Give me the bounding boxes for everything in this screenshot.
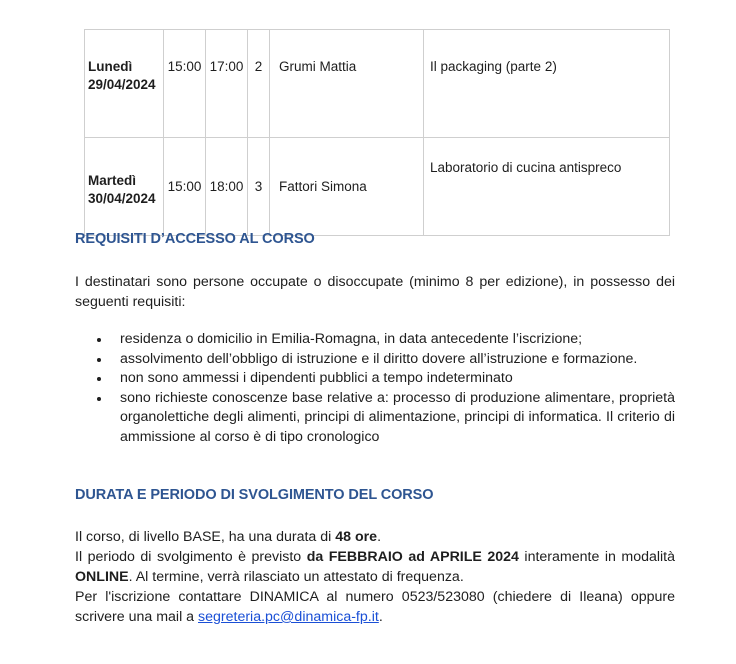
bullet-icon xyxy=(97,377,101,381)
schedule-table xyxy=(84,29,670,236)
bullet-icon xyxy=(97,358,101,362)
day-name: Lunedì xyxy=(88,59,133,74)
duration-line: Il corso, di livello BASE, ha una durata di 48 ore. xyxy=(75,529,382,545)
list-item: sono richieste conoscenze base relative a: processo di produzione alimentare, proprietà organolettiche degli alimenti, principi di alimentazione, principi di informatica. Il criterio di ammissione al corso è di tipo cronologico xyxy=(95,389,675,448)
topic-cell: Laboratorio di cucina antispreco xyxy=(424,138,670,236)
contact-line: Per l'iscrizione contattare DINAMICA al numero 0523/523080 (chiedere di Ileana) oppure scrivere una mail a segreteria.pc@dinamica-fp.it. xyxy=(75,589,675,625)
teacher-cell: Fattori Simona xyxy=(270,138,424,236)
day-name: Martedì xyxy=(88,172,137,188)
duration-body xyxy=(75,527,675,627)
table-row xyxy=(85,138,670,236)
requirements-list xyxy=(95,330,675,447)
day-date: 30/04/2024 xyxy=(88,190,156,206)
hours-cell: 2 xyxy=(248,30,270,138)
teacher-cell: Grumi Mattia xyxy=(270,30,424,138)
day-cell xyxy=(85,138,164,236)
period-line: Il periodo di svolgimento è previsto da FEBBRAIO ad APRILE 2024 interamente in modalità ONLINE. Al termine, verrà rilasciato un attestato di frequenza. xyxy=(75,549,676,585)
requirements-intro: I destinatari sono persone occupate o disoccupate (minimo 8 per edizione), in possesso dei seguenti requisiti: xyxy=(75,274,675,310)
day-cell xyxy=(85,30,164,138)
bullet-icon xyxy=(97,397,101,401)
list-item: residenza o domicilio in Emilia-Romagna, in data antecedente l’iscrizione; xyxy=(95,330,675,350)
end-time-cell: 18:00 xyxy=(206,138,248,236)
bullet-icon xyxy=(97,338,101,342)
duration-heading: DURATA E PERIODO DI SVOLGIMENTO DEL CORSO xyxy=(75,487,434,503)
start-time-cell: 15:00 xyxy=(164,30,206,138)
requirements-heading: REQUISITI D’ACCESSO AL CORSO xyxy=(75,231,315,247)
list-item: assolvimento dell’obbligo di istruzione e il diritto dovere all’istruzione e formazione. xyxy=(95,350,675,370)
hours-cell: 3 xyxy=(248,138,270,236)
start-time-cell: 15:00 xyxy=(164,138,206,236)
table-row xyxy=(85,30,670,138)
email-link[interactable]: segreteria.pc@dinamica-fp.it xyxy=(198,609,379,625)
day-date: 29/04/2024 xyxy=(88,77,156,92)
end-time-cell: 17:00 xyxy=(206,30,248,138)
list-item: non sono ammessi i dipendenti pubblici a tempo indeterminato xyxy=(95,369,675,389)
topic-cell: Il packaging (parte 2) xyxy=(424,30,670,138)
